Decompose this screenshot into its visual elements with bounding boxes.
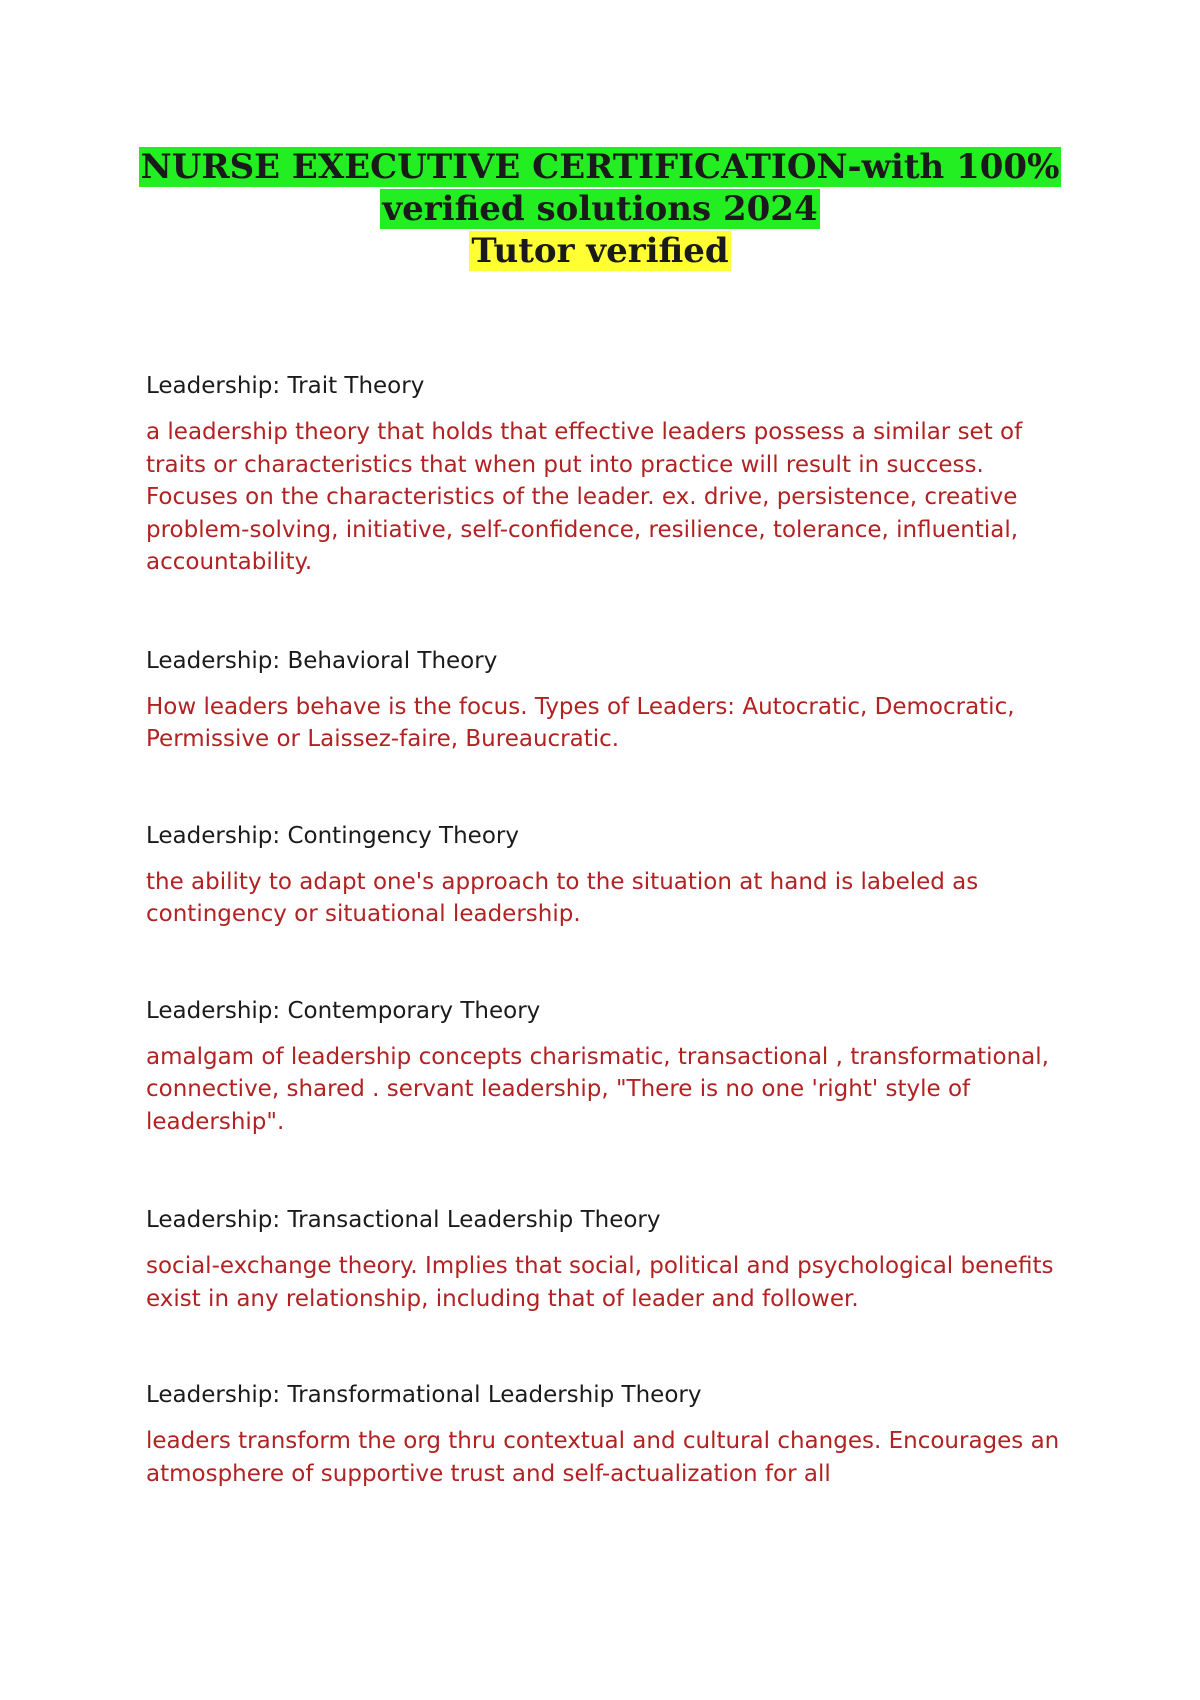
flashcard-entry [146,370,1066,579]
entry-definition: How leaders behave is the focus. Types of Leaders: Autocratic, Democratic, Permissive or Laissez-faire, Bureaucratic. [146,693,1015,752]
title-line-1 [0,146,1200,188]
flashcard-entry [146,820,1066,931]
subtitle-text: Tutor verified [471,231,729,271]
entry-term: Leadership: Contemporary Theory [146,997,541,1024]
entry-definition: a leadership theory that holds that effective leaders possess a similar set of traits or characteristics that when put into practice will result in success. Focuses on the characteristics of the leader. ex. drive, persistence, creative problem-solving, initiative, self-confidence, resilience, tolerance, influential, accountability. [146,419,1023,575]
subtitle-line [0,230,1200,272]
flashcard-entry [146,645,1066,756]
flashcard-entry [146,1204,1066,1315]
flashcard-list [146,370,1066,1490]
entry-definition: social-exchange theory. Implies that social, political and psychological benefits exist in any relationship, including that of leader and follower. [146,1253,1054,1312]
entry-term: Leadership: Transactional Leadership Theory [146,1207,661,1233]
entry-term: Leadership: Behavioral Theory [146,647,498,674]
flashcard-entry [146,995,1066,1139]
title-text-2: verified solutions 2024 [382,189,818,229]
entry-definition: the ability to adapt one's approach to the situation at hand is labeled as contingency or situational leadership. [146,868,979,927]
entry-term: Leadership: Contingency Theory [146,822,519,849]
document-title-block [0,146,1200,272]
entry-term: Leadership: Transformational Leadership Theory [146,1382,702,1408]
entry-definition: leaders transform the org thru contextual and cultural changes. Encourages an atmosphere of supportive trust and self-actualization for all [146,1428,1060,1487]
flashcard-entry [146,1379,1066,1490]
title-text-1: NURSE EXECUTIVE CERTIFICATION-with 100% [140,147,1060,187]
entry-definition: amalgam of leadership concepts charismatic, transactional , transformational, connective, shared . servant leadership, "There is no one 'right' style of leadership". [146,1043,1049,1135]
title-line-2 [0,188,1200,230]
entry-term: Leadership: Trait Theory [146,373,425,399]
